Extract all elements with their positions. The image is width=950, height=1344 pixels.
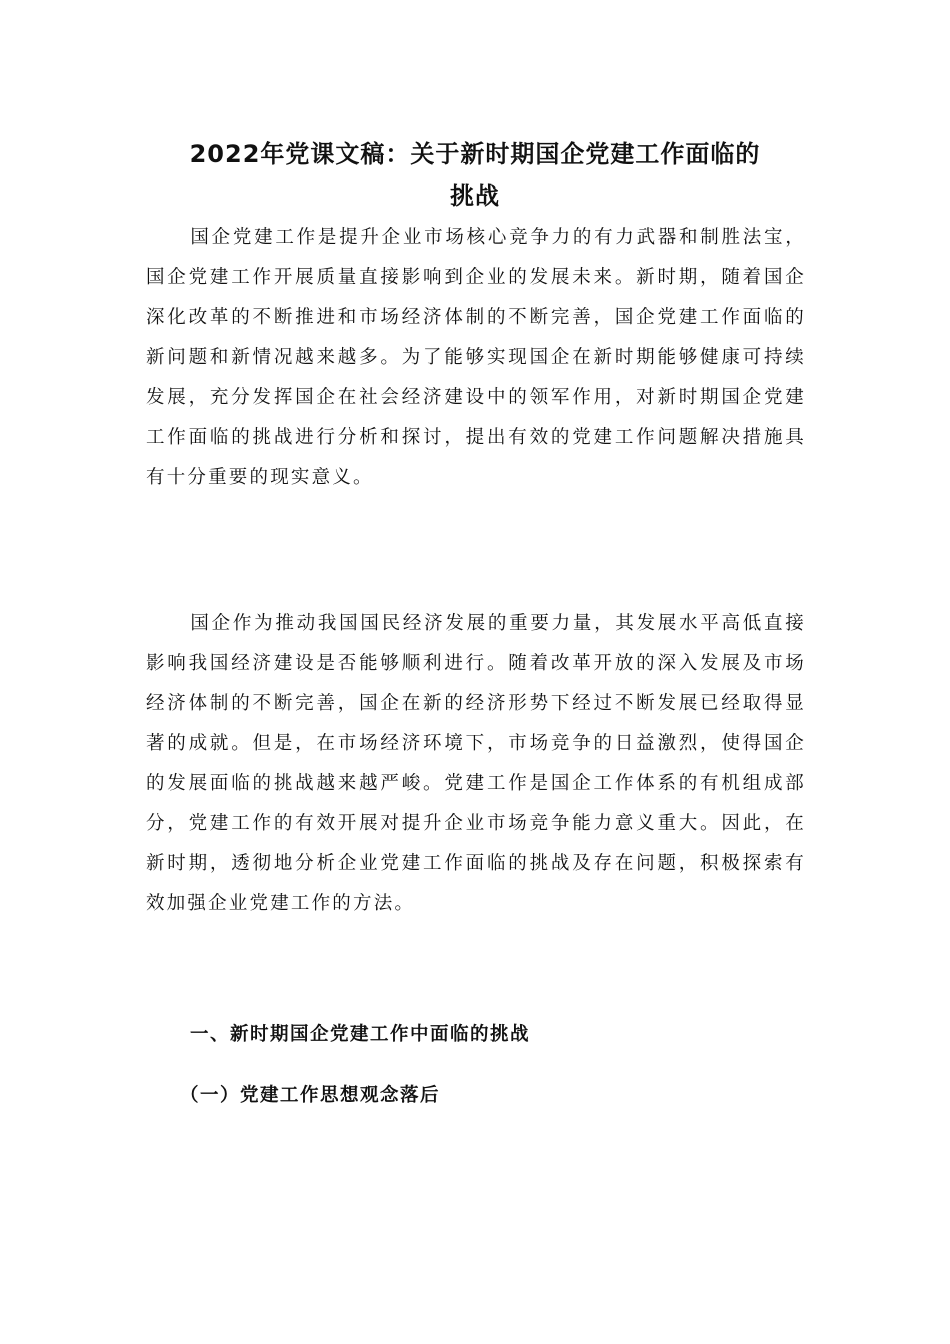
document-title-line-2: 挑战 (450, 182, 500, 210)
document-title-line-1: 2022年党课文稿：关于新时期国企党建工作面临的 (189, 140, 761, 168)
subsection-heading: （一）党建工作思想观念落后 (180, 1085, 441, 1106)
body-paragraph-2: 国企作为推动我国国民经济发展的重要力量，其发展水平高低直接影响我国经济建设是否能够顺利进行。随着改革开放的深入发展及市场经济体制的不断完善，国企在新的经济形势下经过不断发展已经取得显著的成就。但是，在市场经济环境下，市场竞争的日益激烈，使得国企的发展面临的挑战越来越严峻。党建工作是国企工作体系的有机组成部分，党建工作的有效开展对提升企业市场竞争能力意义重大。因此，在新时期，透彻地分析企业党建工作面临的挑战及存在问题，积极探索有效加强企业党建工作的方法。 (146, 613, 806, 914)
body-paragraph-1: 国企党建工作是提升企业市场核心竞争力的有力武器和制胜法宝，国企党建工作开展质量直接影响到企业的发展未来。新时期，随着国企深化改革的不断推进和市场经济体制的不断完善，国企党建工作面临的新问题和新情况越来越多。为了能够实现国企在新时期能够健康可持续发展，充分发挥国企在社会经济建设中的领军作用，对新时期国企党建工作面临的挑战进行分析和探讨，提出有效的党建工作问题解决措施具有十分重要的现实意义。 (146, 227, 806, 488)
section-heading: 一、新时期国企党建工作中面临的挑战 (190, 1024, 531, 1045)
